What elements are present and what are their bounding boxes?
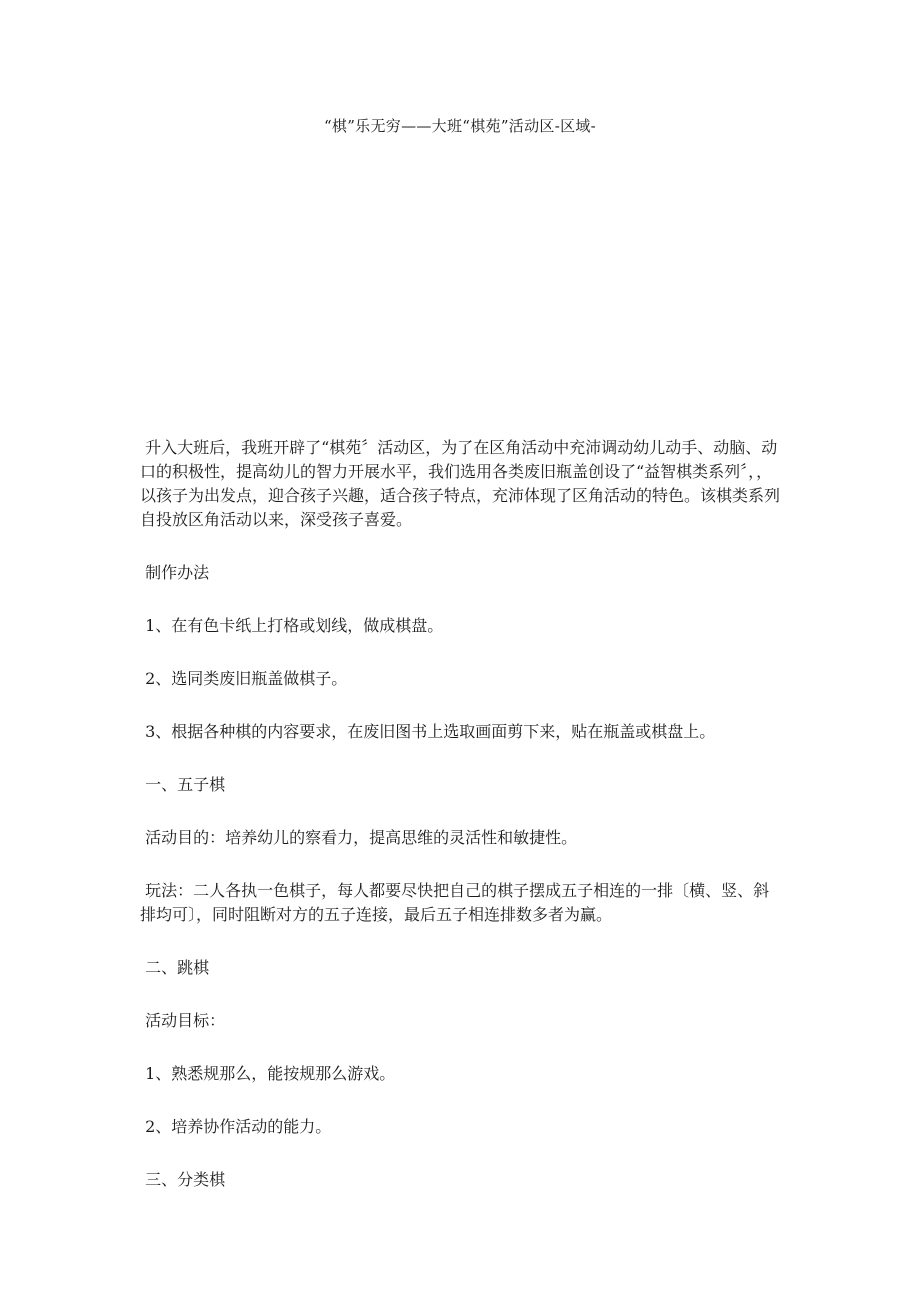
document-body (140, 436, 785, 1192)
method-step-3: 3、根据各种棋的内容要求，在废旧图书上选取画面剪下来，贴在瓶盖或棋盘上。 (140, 722, 716, 741)
intro-paragraph: 升入大班后，我班开辟了“棋苑〞活动区，为了在区角活动中充沛调动幼儿动手、动脑、动口的积极性，提高幼儿的智力开展水平，我们选用各类废旧瓶盖创设了“益智棋类系列〞，，以孩子为出发点，迎合孩子兴趣，适合孩子特点，充沛体现了区角活动的特色。该棋类系列自投放区角活动以来，深受孩子喜爱。 (140, 438, 781, 529)
checkers-goal-heading: 活动目标： (140, 1011, 226, 1030)
section-heading-sorting: 三、分类棋 (140, 1170, 226, 1189)
checkers-goal-2: 2、培养协作活动的能力。 (140, 1117, 332, 1136)
section-heading-checkers: 二、跳棋 (140, 958, 210, 977)
document-title: “棋”乐无穷——大班“棋苑”活动区-区域- (323, 117, 597, 135)
section-heading-method: 制作办法 (140, 563, 210, 582)
gomoku-purpose: 活动目的：培养幼儿的察看力，提高思维的灵活性和敏捷性。 (140, 828, 578, 847)
section-heading-gomoku: 一、五子棋 (140, 775, 226, 794)
gomoku-rules: 玩法：二人各执一色棋子，每人都要尽快把自己的棋子摆成五子相连的一排〔横、竖、斜排均可〕，同时阻断对方的五子连接，最后五子相连排数多者为赢。 (140, 881, 770, 924)
method-step-1: 1、在有色卡纸上打格或划线，做成棋盘。 (140, 616, 444, 635)
checkers-goal-1: 1、熟悉规那么，能按规那么游戏。 (140, 1064, 396, 1083)
method-step-2: 2、选同类废旧瓶盖做棋子。 (140, 669, 348, 688)
